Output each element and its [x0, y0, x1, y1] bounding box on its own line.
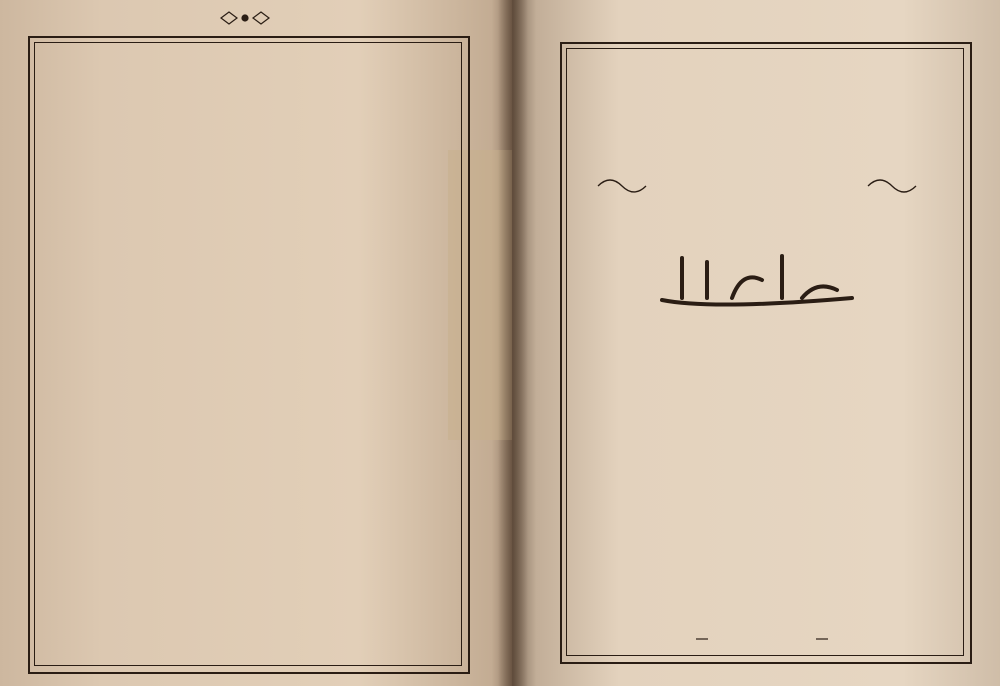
basmala-calligraphy-icon [652, 240, 862, 320]
bottom-catchword-ornament-icon [692, 628, 832, 650]
left-text-frame-inner [34, 42, 462, 666]
right-page [512, 0, 1000, 686]
page-number-ornament-icon [215, 6, 275, 30]
book-binding [498, 0, 528, 686]
title-band-ornament-icon [592, 168, 922, 204]
right-text-frame-inner [566, 48, 964, 656]
